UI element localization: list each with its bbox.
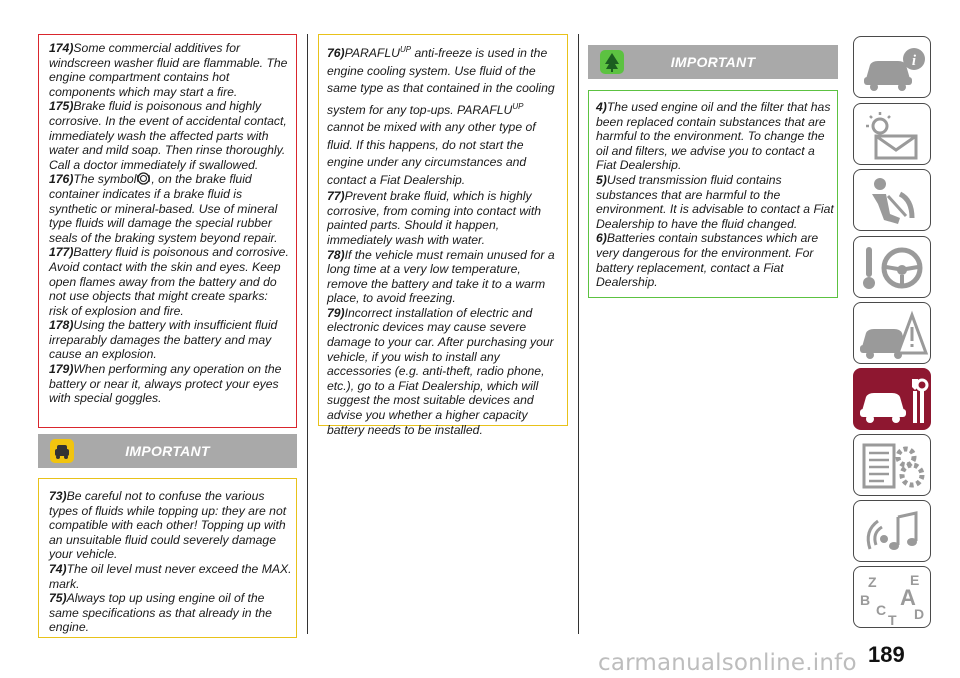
note-paragraph: [49, 362, 290, 406]
note-number: 79): [327, 305, 345, 320]
note-number: 175): [49, 99, 74, 114]
note-paragraph: [49, 245, 290, 318]
svg-text:i: i: [911, 53, 917, 69]
starting-driving-icon: [854, 237, 932, 299]
emergency-icon: [854, 303, 932, 365]
page-number: 189: [868, 642, 905, 667]
index-letter: A: [900, 585, 916, 610]
important-title-2: IMPORTANT: [670, 54, 756, 70]
brand-name: PARAFLU: [344, 46, 400, 61]
important-notes-box: [38, 478, 297, 638]
note-number: 178): [49, 318, 74, 333]
note-number: 76): [327, 46, 345, 61]
brake-fluid-symbol-icon: [137, 172, 150, 185]
technical-data-icon: [854, 435, 932, 497]
index-letter: D: [914, 606, 925, 622]
tab-multimedia[interactable]: [853, 500, 931, 562]
car-info-icon: [854, 37, 932, 99]
note-text: Always top up using engine oil of the same specifications as that already in the engine.: [49, 591, 272, 635]
note-paragraph: [327, 189, 563, 247]
note-text: The oil level must never exceed the MAX. mark.: [49, 561, 292, 591]
note-text: , on the brake fluid container indicates if a brake fluid is synthetic or mineral-based. Use of mineral type fluids will damage the special rubber seals of the braking system beyond repair.: [49, 172, 278, 245]
environment-notes-list: [596, 100, 834, 290]
warning-lights-icon: [854, 104, 932, 166]
note-text: Incorrect installation of electric and electronic devices may cause severe damage to your car. After purchasing your vehicle, if you wish to install any accessories (e.g. anti-theft, radio phone, etc.), go to a Fiat Dealership, which will suggest the most suitable devices and advise you whether a higher capacity battery needs to be installed.: [327, 305, 554, 437]
note-paragraph: [327, 248, 563, 306]
important-banner-2: [588, 45, 838, 79]
note-paragraph: [49, 318, 290, 362]
note-paragraph: [49, 489, 292, 562]
maintenance-icon: [854, 369, 932, 431]
note-number: 174): [49, 41, 74, 55]
note-number: 78): [327, 247, 345, 262]
safety-icon: [854, 170, 932, 232]
note-text: Be careful not to confuse the various types of fluids while topping up: they are not compatible with each other! Topping up with an unsuitable fluid could severely damage your vehicle.: [49, 489, 287, 562]
index-letter: T: [888, 612, 897, 628]
note-paragraph: [49, 172, 290, 245]
warning-notes-box: [38, 34, 297, 428]
note-text: The symbol: [73, 172, 137, 187]
note-text: anti-freeze is used in the engine cooling system. Use fluid of the same type as that contained in the cooling system for any top-ups. PARAFLU: [327, 46, 555, 117]
note-text: cannot be mixed with any other type of fluid. If this happens, do not start the engine under any circumstances and contact a Fiat Dealership.: [327, 120, 536, 187]
index-icon: [854, 567, 932, 629]
tab-starting-driving[interactable]: [853, 236, 931, 298]
note-text: Prevent brake fluid, which is highly corrosive, from coming into contact with painted parts. Should it happen, immediately wash with water.: [327, 189, 542, 247]
note-number: 77): [327, 189, 345, 204]
tab-car-info[interactable]: [853, 36, 931, 98]
note-number: 75): [49, 591, 67, 606]
column-divider-1: [307, 34, 308, 634]
note-number: 4): [596, 100, 607, 114]
tab-safety[interactable]: [853, 169, 931, 231]
index-letter: E: [910, 572, 920, 588]
note-number: 6): [596, 231, 607, 246]
note-paragraph: [49, 562, 292, 591]
tab-maintenance[interactable]: [853, 368, 931, 430]
note-number: 5): [596, 172, 607, 187]
warning-notes-list: [49, 41, 290, 406]
note-text: Using the battery with insufficient fluid irreparably damages the battery and may cause an explosion.: [49, 318, 278, 362]
index-letter: B: [860, 592, 871, 608]
note-text: Some commercial additives for windscreen washer fluid are flammable. The engine compartment contains hot components which may start a fire.: [49, 41, 288, 99]
note-text: Battery fluid is poisonous and corrosive. Avoid contact with the skin and eyes. Keep open flames away from the battery and do not use objects that might create sparks: risk of explosion and fire.: [49, 245, 289, 318]
tab-index[interactable]: [853, 566, 931, 628]
environment-notes-box: [588, 90, 838, 298]
note-number: 177): [49, 245, 74, 260]
note-text: Batteries contain substances which are very dangerous for the environment. For battery replacement, contact a Fiat Dealership.: [596, 231, 819, 290]
index-letter: Z: [868, 574, 877, 590]
note-paragraph: [596, 100, 834, 173]
note-paragraph: [49, 591, 292, 635]
note-text: When performing any operation on the battery or near it, always protect your eyes with special goggles.: [49, 362, 282, 406]
brand-superscript: UP: [399, 45, 412, 54]
note-text: If the vehicle must remain unused for a long time at a very low temperature, remove the battery and take it to a warm place, to avoid freezing.: [327, 247, 555, 306]
note-paragraph: [596, 173, 834, 231]
note-text: Used transmission fluid contains substances that are harmful to the environment. It is advisable to contact a Fiat Dealership to have the fluid changed.: [596, 172, 834, 231]
important-notes-list: [49, 489, 292, 635]
note-paragraph: [49, 41, 290, 99]
note-paragraph: [49, 99, 290, 172]
note-paragraph: [327, 306, 563, 437]
brand-superscript: UP: [512, 101, 524, 111]
watermark: carmanualsonline.info: [598, 650, 857, 676]
tab-technical-data[interactable]: [853, 434, 931, 496]
note-number: 176): [49, 172, 74, 187]
tab-emergency[interactable]: [853, 302, 931, 364]
note-number: 179): [49, 362, 74, 377]
multimedia-icon: [854, 501, 932, 563]
note-paragraph: [596, 231, 834, 289]
important-banner-1: [38, 434, 297, 468]
note-text: The used engine oil and the filter that has been replaced contain substances that are harmful to the environment. To change the oil and filters, we advise you to contact a Fiat Dealership.: [596, 100, 831, 173]
column-divider-2: [578, 34, 579, 634]
tab-warning-lights[interactable]: [853, 103, 931, 165]
note-number: 74): [49, 561, 67, 576]
note-paragraph: [327, 41, 563, 189]
index-letter: C: [876, 602, 887, 618]
important-title-1: IMPORTANT: [125, 443, 210, 459]
caution-notes-box: [318, 34, 568, 437]
caution-notes-list: [327, 41, 563, 437]
note-number: 73): [49, 489, 67, 503]
note-text: Brake fluid is poisonous and highly corrosive. In the event of accidental contact, immediately wash the affected parts with water and mild soap. Then rinse thoroughly. Call a doctor immediately if swallowed.: [49, 99, 287, 172]
